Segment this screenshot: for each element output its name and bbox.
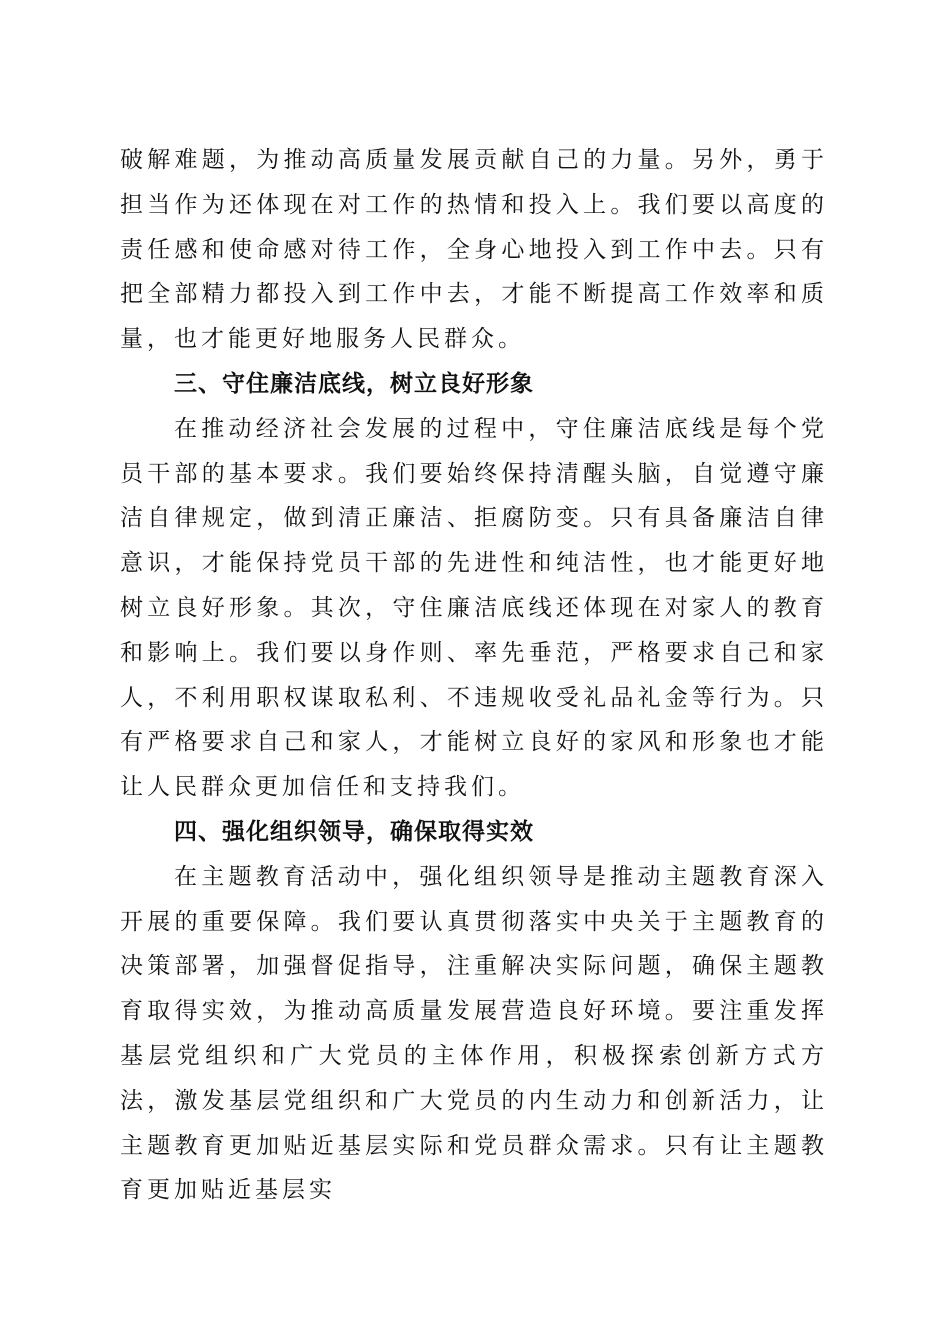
section-heading-three: 三、守住廉洁底线，树立良好形象 (174, 370, 534, 397)
paragraph-continued: 破解难题，为推动高质量发展贡献自己的力量。另外，勇于担当作为还体现在对工作的热情和投入上。我们要以高度的责任感和使命感对待工作，全身心地投入到工作中去。只有把全部精力都投入到工作中去，才能不断提高工作效率和质量，也才能更好地服务人民群众。 (120, 147, 828, 353)
paragraph-organization: 在主题教育活动中，强化组织领导是推动主题教育深入开展的重要保障。我们要认真贯彻落实中央关于主题教育的决策部署，加强督促指导，注重解决实际问题，确保主题教育取得实效，为推动高质量发展营造良好环境。要注重发挥基层党组织和广大党员的主体作用，积极探索创新方式方法，激发基层党组织和广大党员的内生动力和创新活力，让主题教育更加贴近基层实际和党员群众需求。只有让主题教育更加贴近基层实 (120, 863, 828, 1204)
document-body (120, 138, 828, 1213)
paragraph-integrity: 在推动经济社会发展的过程中，守住廉洁底线是每个党员干部的基本要求。我们要始终保持清醒头脑，自觉遵守廉洁自律规定，做到清正廉洁、拒腐防变。只有具备廉洁自律意识，才能保持党员干部的先进性和纯洁性，也才能更好地树立良好形象。其次，守住廉洁底线还体现在对家人的教育和影响上。我们要以身作则、率先垂范，严格要求自己和家人，不利用职权谋取私利、不违规收受礼品礼金等行为。只有严格要求自己和家人，才能树立良好的家风和形象也才能让人民群众更加信任和支持我们。 (120, 415, 828, 801)
section-heading-four: 四、强化组织领导，确保取得实效 (174, 818, 534, 845)
